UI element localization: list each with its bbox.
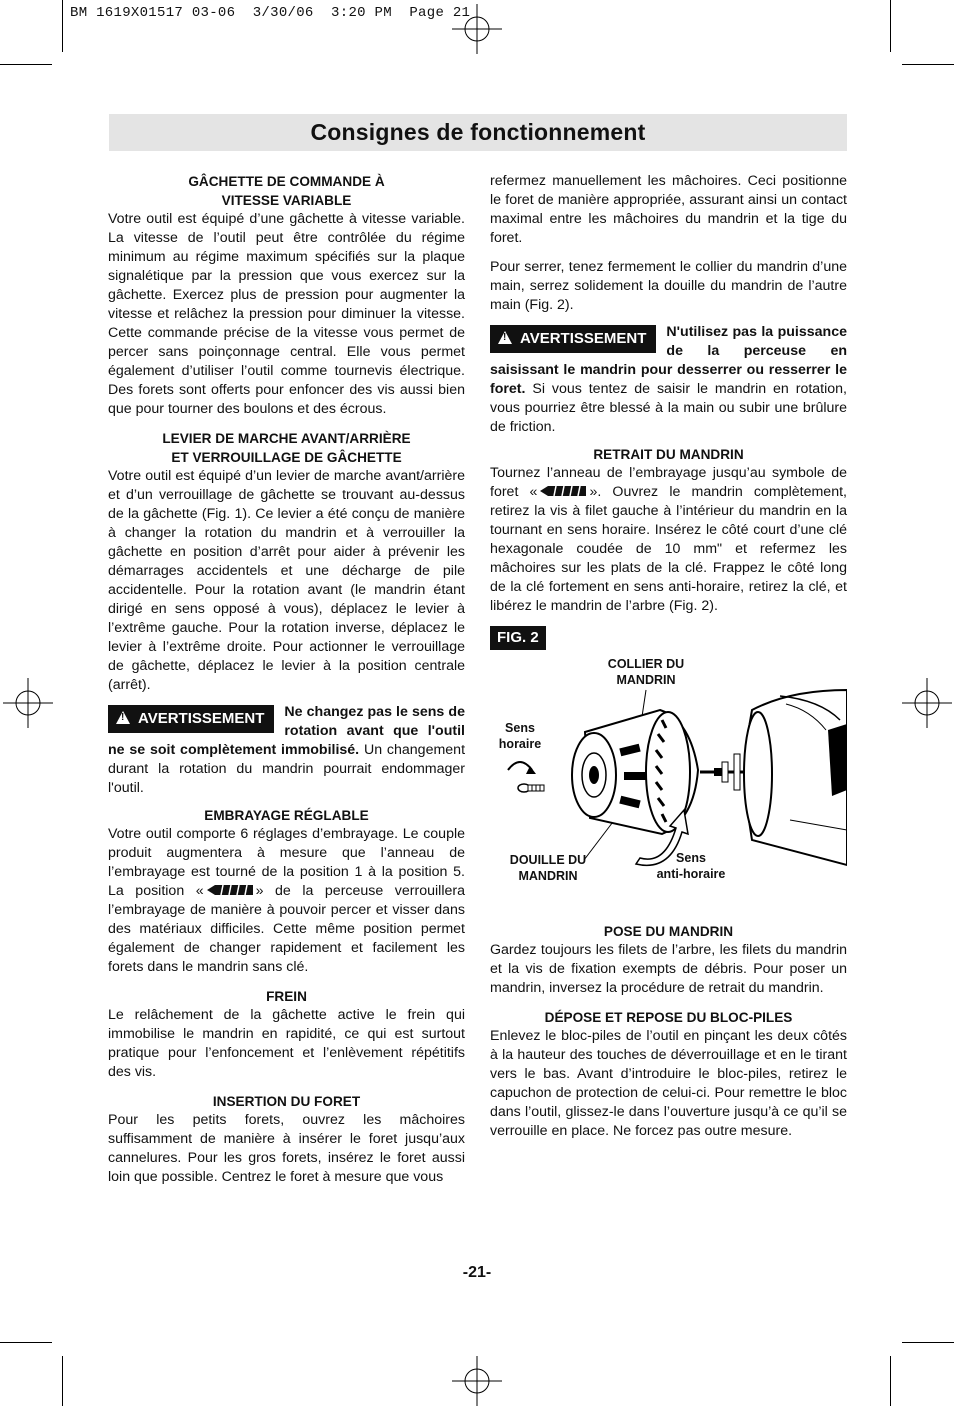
warning-bold-text: N'utilisez pas la puissance de la perceuse en saisissant le mandrin pour desserrer ou resserrer le foret. <box>490 324 847 397</box>
warning-badge <box>490 325 656 353</box>
section-heading: POSE DU MANDRIN <box>603 924 734 939</box>
text-run: Votre outil comporte 6 réglages d’embrayage. Le couple produit augmentera à mesure que l’anneau de l’embrayage est tourné de la position 1 à la position 5. La position « <box>108 826 465 899</box>
warning-block <box>490 323 847 437</box>
section-heading: EMBRAYAGE RÉGLABLE <box>204 808 369 823</box>
fig-text-line: anti-horaire <box>656 867 726 881</box>
crop-mark <box>890 0 891 52</box>
paragraph: Enlevez le bloc-piles de l’outil en pinçant les deux côtés à la hauteur des touches de déverrouillage et en le tirant vers le bas. Avant d’introduire le bloc-piles, retirez le capuchon de protection de celui-ci. Pour remettre le bloc dans l’outil, glissez-le dans l’ouverture jusqu’à ce qu’il se verrouille en place. Ne forcez pas outre mesure. <box>490 1028 847 1139</box>
section-heading: DÉPOSE ET REPOSE DU BLOC-PILES <box>544 1010 793 1025</box>
registration-mark-left <box>3 678 53 728</box>
page-title-bar <box>109 114 847 151</box>
warning-label: AVERTISSEMENT <box>138 710 265 727</box>
warning-normal-text: Un changement durant la rotation du mandrin pourrait endommager l'outil. <box>108 742 466 796</box>
registration-mark-top <box>452 4 502 54</box>
crop-mark <box>890 1356 891 1406</box>
text-run: » de la perceuse verrouillera l’embrayage de manière à pouvoir percer et visser dans des matériaux difficiles. Cette même position permet également de changer rapidement et facilement les forets dans le mandrin sans clé. <box>108 883 465 975</box>
paragraph: Pour serrer, tenez fermement le collier du mandrin d’une main, serrez solidement la douille du mandrin de l’autre main (Fig. 2). <box>490 259 847 313</box>
fig-text-line: horaire <box>498 737 542 751</box>
crop-mark <box>62 1356 63 1406</box>
section-heading: FREIN <box>266 989 307 1004</box>
registration-mark-right <box>902 678 952 728</box>
paragraph: Votre outil est équipé d’une gâchette à vitesse variable. La vitesse de l’outil peut être contrôlée du régime minimum au régime maximum spécifiés sur la plaque signalétique par la pression que vous exercez sur la gâchette. Exercez plus de pression pour augmenter la vitesse et relâchez la pression pour diminuer la vitesse. Cette commande précise de la vitesse vous permet de percer sans poinçonnage central. Elle vous permet également d’utiliser l’outil comme tournevis électrique. Des forets sont offerts pour enfoncer des vis aussi bien que pour tourner des boulons et des écrous. <box>108 211 465 417</box>
fig-text-line: MANDRIN <box>616 673 676 687</box>
fig-text-line: MANDRIN <box>518 869 578 883</box>
figure-label: FIG. 2 <box>490 626 546 650</box>
section-heading: INSERTION DU FORET <box>212 1094 361 1109</box>
paragraph: refermez manuellement les mâchoires. Ceci positionne le foret de manière appropriée, assurant ainsi un contact maximal entre les mâchoires du mandrin et la tige du foret. <box>490 173 847 246</box>
fig-text-line: Sens <box>505 721 535 735</box>
registration-mark-bottom <box>452 1356 502 1406</box>
fig-text-line: DOUILLE DU <box>509 853 587 867</box>
crop-mark <box>62 0 63 52</box>
crop-mark <box>902 64 954 65</box>
fig-text-line: COLLIER DU <box>607 657 685 671</box>
drill-body <box>700 690 847 865</box>
crop-mark <box>902 1342 954 1343</box>
paragraph <box>108 825 465 977</box>
left-column <box>108 172 465 1187</box>
fig-text-line: Sens <box>676 851 706 865</box>
drill-symbol-icon <box>540 486 586 496</box>
crop-mark <box>0 64 52 65</box>
paragraph: Pour les petits forets, ouvrez les mâchoires suffisamment de manière à insérer le foret jusqu’aux cannelures. Pour les gros forets, insérez le foret aussi loin que possible. Centrez le foret à mesure que vous <box>108 1112 465 1185</box>
figure-2 <box>490 650 847 922</box>
right-column <box>490 172 847 1141</box>
warning-block <box>108 703 465 798</box>
screw-icon <box>518 784 544 792</box>
text-run: ». Ouvrez le mandrin complètement, retirez la vis à filet gauche à l’intérieur du mandrin en la tournant en sens horaire. Insérez le côté court d’une clé hexagonale coudée de 10 mm" et refermez les mâchoires sur les plats de la clé. Frappez le côté long de la clé fortement en sens anti-horaire, retirez la clé, et libérez le mandrin de l’arbre (Fig. 2). <box>490 484 847 614</box>
paragraph: Gardez toujours les filets de l’arbre, les filets du mandrin et la vis de fixation exempts de débris. Pour poser un mandrin, inversez la procédure de retrait du mandrin. <box>490 942 847 996</box>
section-heading: VITESSE VARIABLE <box>221 193 352 208</box>
warning-label: AVERTISSEMENT <box>520 330 647 347</box>
section-heading: LEVIER DE MARCHE AVANT/ARRIÈRE <box>162 431 411 446</box>
section-heading: GÂCHETTE DE COMMANDE À <box>188 174 385 189</box>
warning-bold-text: Ne changez pas le sens de rotation avant que l'outil ne se soit complètement immobilisé. <box>108 704 465 758</box>
page-number: -21- <box>462 1264 492 1281</box>
warning-normal-text: Si vous tentez de saisir le mandrin en rotation, vous pourriez être blessé à la main ou subir une brûlure de friction. <box>490 381 847 435</box>
page-title: Consignes de fonctionnement <box>310 119 646 145</box>
section-heading: RETRAIT DU MANDRIN <box>593 447 744 462</box>
paragraph <box>490 464 847 616</box>
warning-triangle-icon <box>116 711 130 724</box>
warning-triangle-icon <box>498 331 512 344</box>
text-run: Tournez l’anneau de l’embrayage jusqu’au symbole de foret « <box>490 465 847 500</box>
print-slug: BM 1619X01517 03-06 3/30/06 3:20 PM Page 21 <box>70 5 471 21</box>
paragraph: Le relâchement de la gâchette active le frein qui immobilise le mandrin en rapidité, ce qui est surtout pratique pour l’enfoncement et l’enlèvement répétitifs des vis. <box>108 1007 465 1080</box>
chuck-illustration <box>490 650 847 922</box>
drill-symbol-icon <box>207 885 253 895</box>
section-heading: ET VERROUILLAGE DE GÂCHETTE <box>171 450 402 465</box>
crop-mark <box>0 1342 52 1343</box>
paragraph: Votre outil est équipé d’un levier de marche avant/arrière et d’un verrouillage de gâchette se trouvant au-dessus de la gâchette (Fig. 1). Ce levier a été conçu de manière à changer la rotation du mandrin et à verrouiller la gâchette en position d’arrêt pour aider à prévenir les démarrages accidentels et une décharge de pile accidentelle. Pour la rotation avant (le mandrin étant dirigé en sens opposé à vous), déplacez le levier à l’extrême gauche. Pour la rotation inverse, déplacez le levier à l’extrême droite. Pour actionner le verrouillage de gâchette, déplacez le levier à la position centrale (arrêt). <box>108 468 465 693</box>
warning-badge <box>108 705 274 733</box>
